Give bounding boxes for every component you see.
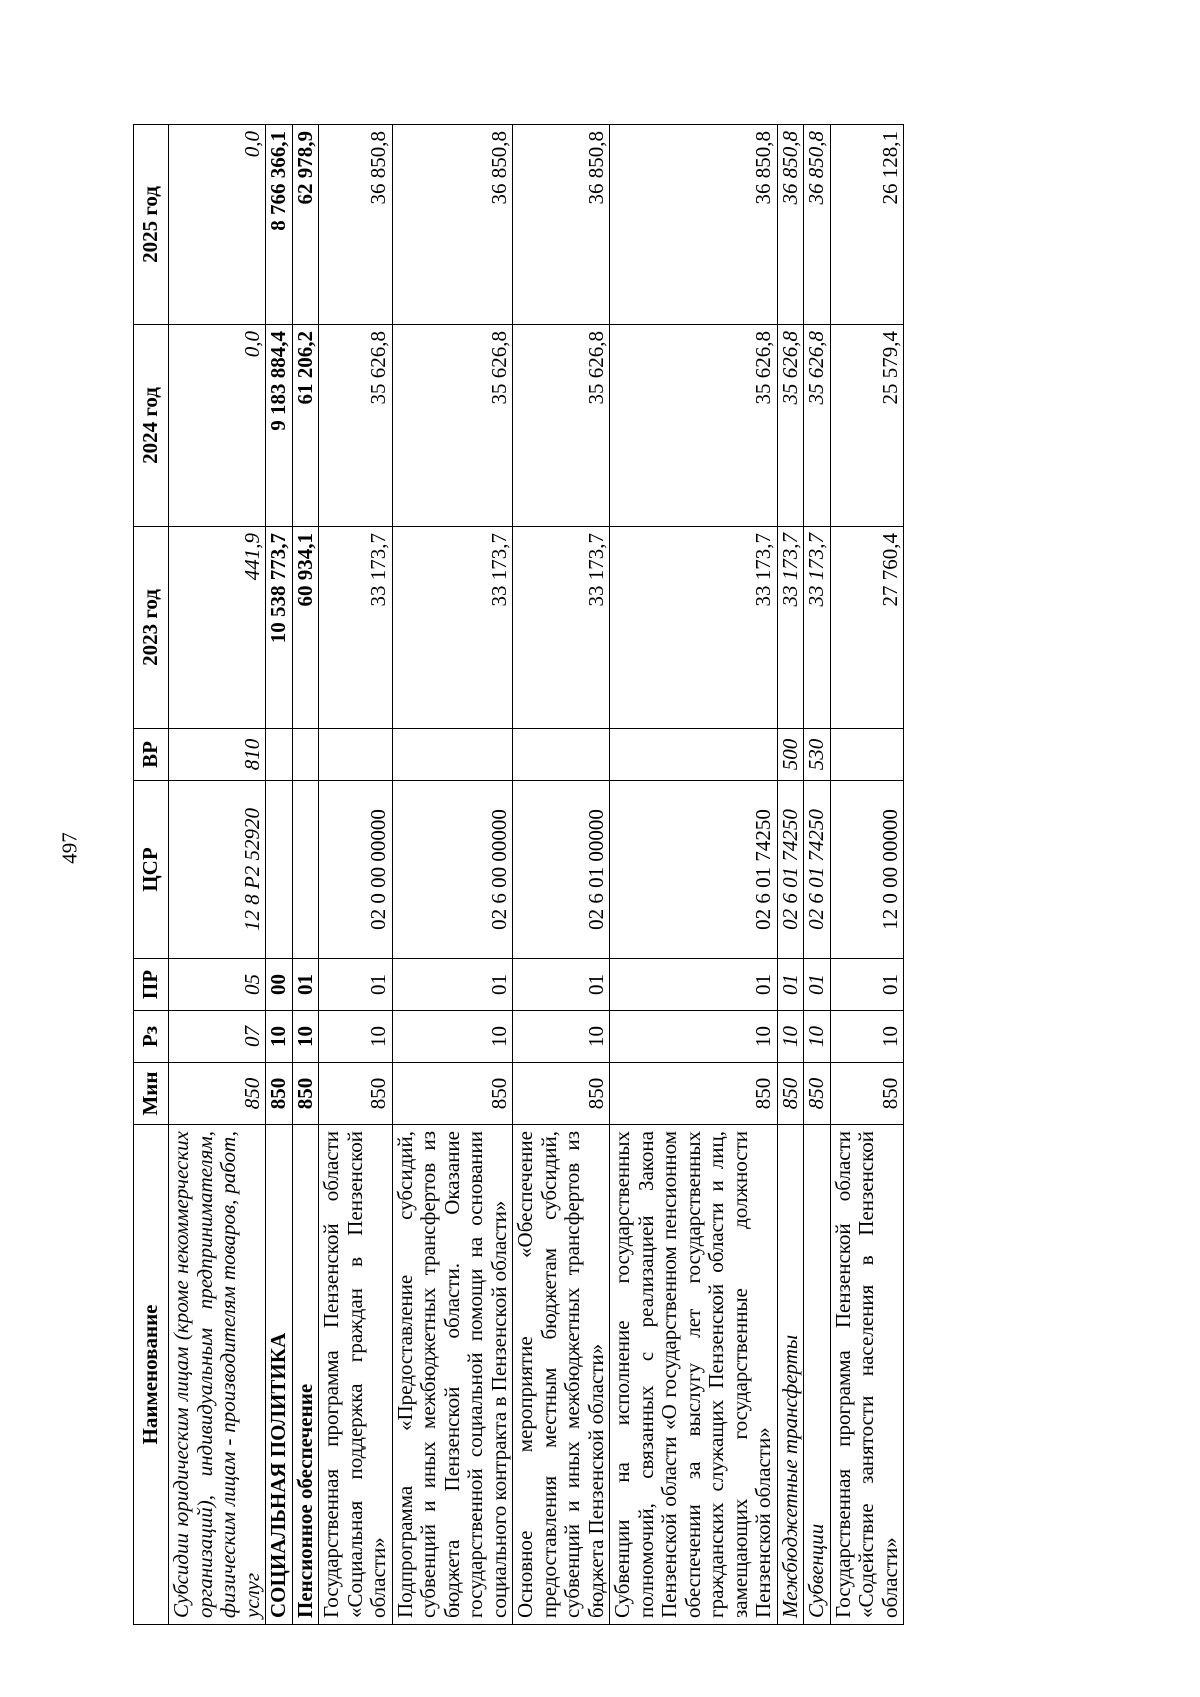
table-row <box>169 125 266 1625</box>
row-2025: 0,0 <box>169 125 266 325</box>
row-vr <box>513 729 610 781</box>
row-rz: 07 <box>169 1011 266 1063</box>
table-row <box>513 125 610 1625</box>
row-name: Государственная программа Пензенской области «Социальная поддержка граждан в Пензенской области» <box>319 1125 393 1625</box>
page-number: 497 <box>57 832 82 864</box>
row-rz: 10 <box>319 1011 393 1063</box>
table-row <box>610 125 778 1625</box>
rotated-page-body <box>133 125 1013 1625</box>
header-2025: 2025 год <box>134 125 169 325</box>
row-2024: 35 626,8 <box>513 325 610 527</box>
row-2025: 62 978,9 <box>292 125 319 325</box>
row-2024: 35 626,8 <box>319 325 393 527</box>
row-rz: 10 <box>804 1011 831 1063</box>
row-pr: 05 <box>169 959 266 1011</box>
row-min: 850 <box>266 1063 293 1125</box>
row-2025: 36 850,8 <box>319 125 393 325</box>
row-2025: 36 850,8 <box>610 125 778 325</box>
table-row <box>292 125 319 1625</box>
row-2025: 36 850,8 <box>392 125 513 325</box>
row-rz: 10 <box>513 1011 610 1063</box>
row-min: 850 <box>804 1063 831 1125</box>
row-min: 850 <box>777 1063 804 1125</box>
row-name: СОЦИАЛЬНАЯ ПОЛИТИКА <box>266 1125 293 1625</box>
row-name: Субвенции на исполнение государственных полномочий, связанных с реализацией Закона Пензенской области «О государственном пенсионном обеспечении за выслугу лет государственных гражданских служащих Пензенской области и лиц, замещающих государственные должности Пензенской области» <box>610 1125 778 1625</box>
row-pr: 01 <box>319 959 393 1011</box>
row-2024: 9 183 884,4 <box>266 325 293 527</box>
row-rz: 10 <box>830 1011 904 1063</box>
row-min: 850 <box>319 1063 393 1125</box>
row-2023: 33 173,7 <box>392 527 513 729</box>
row-2024: 35 626,8 <box>610 325 778 527</box>
row-2024: 25 579,4 <box>830 325 904 527</box>
table-row <box>266 125 293 1625</box>
header-pr: ПР <box>134 959 169 1011</box>
row-name: Основное мероприятие «Обеспечение предоставления местным бюджетам субсидий, субвенций и иных межбюджетных трансфертов из бюджета Пензенской области» <box>513 1125 610 1625</box>
header-name: Наименование <box>134 1125 169 1625</box>
row-2023: 33 173,7 <box>777 527 804 729</box>
table-row <box>777 125 804 1625</box>
header-vr: ВР <box>134 729 169 781</box>
row-2023: 33 173,7 <box>804 527 831 729</box>
header-rz: Рз <box>134 1011 169 1063</box>
row-csr: 02 0 00 00000 <box>319 781 393 959</box>
row-min: 850 <box>292 1063 319 1125</box>
row-2023: 60 934,1 <box>292 527 319 729</box>
row-rz: 10 <box>610 1011 778 1063</box>
row-min: 850 <box>830 1063 904 1125</box>
row-2025: 36 850,8 <box>804 125 831 325</box>
row-min: 850 <box>169 1063 266 1125</box>
row-min: 850 <box>392 1063 513 1125</box>
row-vr <box>266 729 293 781</box>
row-name: Государственная программа Пензенской области «Содействие занятости населения в Пензенской области» <box>830 1125 904 1625</box>
row-csr: 02 6 01 00000 <box>513 781 610 959</box>
row-csr: 02 6 01 74250 <box>804 781 831 959</box>
table-row <box>392 125 513 1625</box>
row-pr: 01 <box>292 959 319 1011</box>
row-2024: 35 626,8 <box>777 325 804 527</box>
row-2025: 26 128,1 <box>830 125 904 325</box>
row-vr <box>392 729 513 781</box>
row-2025: 36 850,8 <box>777 125 804 325</box>
row-csr: 02 6 01 74250 <box>777 781 804 959</box>
table-row <box>804 125 831 1625</box>
row-name: Субвенции <box>804 1125 831 1625</box>
row-pr: 01 <box>610 959 778 1011</box>
header-min: Мин <box>134 1063 169 1125</box>
row-2023: 27 760,4 <box>830 527 904 729</box>
row-name: Субсидии юридическим лицам (кроме некоммерческих организаций), индивидуальным предпринимателям, физическим лицам - производителям товаров, работ, услуг <box>169 1125 266 1625</box>
row-2023: 10 538 773,7 <box>266 527 293 729</box>
row-rz: 10 <box>292 1011 319 1063</box>
row-2024: 0,0 <box>169 325 266 527</box>
row-2024: 35 626,8 <box>804 325 831 527</box>
row-2023: 33 173,7 <box>319 527 393 729</box>
row-vr <box>319 729 393 781</box>
row-2024: 61 206,2 <box>292 325 319 527</box>
row-2024: 35 626,8 <box>392 325 513 527</box>
header-csr: ЦСР <box>134 781 169 959</box>
row-csr <box>292 781 319 959</box>
row-2025: 36 850,8 <box>513 125 610 325</box>
row-min: 850 <box>513 1063 610 1125</box>
row-csr <box>266 781 293 959</box>
row-2023: 33 173,7 <box>610 527 778 729</box>
row-pr: 01 <box>392 959 513 1011</box>
row-pr: 01 <box>777 959 804 1011</box>
row-pr: 01 <box>830 959 904 1011</box>
row-vr <box>292 729 319 781</box>
row-csr: 12 0 00 00000 <box>830 781 904 959</box>
row-csr: 02 6 01 74250 <box>610 781 778 959</box>
row-name: Подпрограмма «Предоставление субсидий, субвенций и иных межбюджетных трансфертов из бюджета Пензенской области. Оказание государственной социальной помощи на основании социального контракта в Пензенской области» <box>392 1125 513 1625</box>
row-vr: 530 <box>804 729 831 781</box>
row-rz: 10 <box>266 1011 293 1063</box>
row-2023: 441,9 <box>169 527 266 729</box>
row-min: 850 <box>610 1063 778 1125</box>
table-row <box>319 125 393 1625</box>
header-2023: 2023 год <box>134 527 169 729</box>
row-csr: 02 6 00 00000 <box>392 781 513 959</box>
row-name: Межбюджетные трансферты <box>777 1125 804 1625</box>
table-header-row <box>134 125 169 1625</box>
row-2025: 8 766 366,1 <box>266 125 293 325</box>
row-pr: 01 <box>513 959 610 1011</box>
table-row <box>830 125 904 1625</box>
row-rz: 10 <box>777 1011 804 1063</box>
row-2023: 33 173,7 <box>513 527 610 729</box>
row-vr: 500 <box>777 729 804 781</box>
row-vr <box>830 729 904 781</box>
row-vr <box>610 729 778 781</box>
row-pr: 00 <box>266 959 293 1011</box>
row-vr: 810 <box>169 729 266 781</box>
budget-table <box>133 124 904 1625</box>
row-pr: 01 <box>804 959 831 1011</box>
row-rz: 10 <box>392 1011 513 1063</box>
row-name: Пенсионное обеспечение <box>292 1125 319 1625</box>
row-csr: 12 8 Р2 52920 <box>169 781 266 959</box>
header-2024: 2024 год <box>134 325 169 527</box>
